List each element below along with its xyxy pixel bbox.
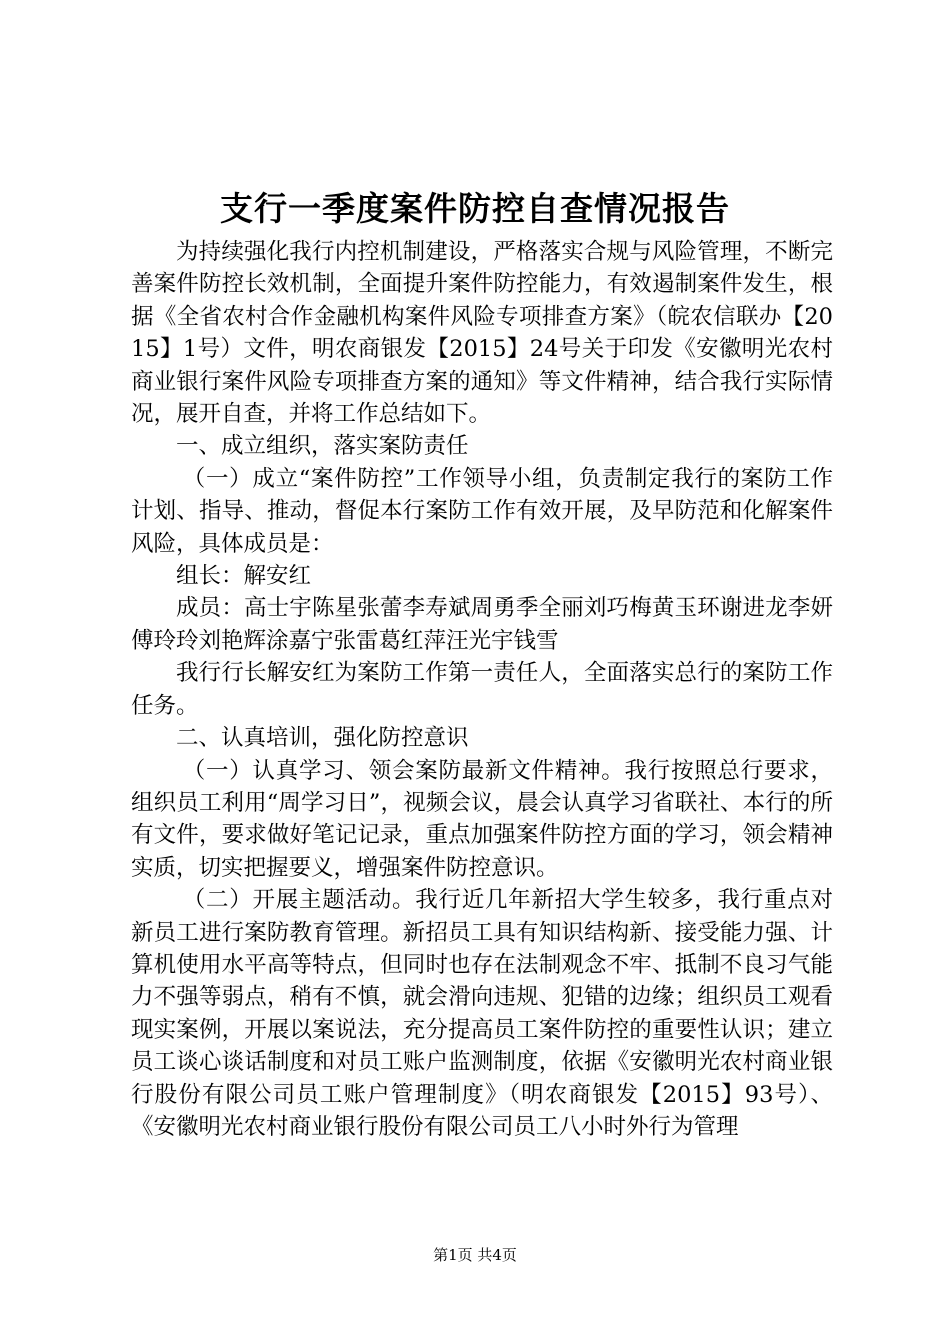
document-title: 支行一季度案件防控自查情况报告 bbox=[220, 189, 730, 228]
paragraph-group-members: 成员：高士宇陈星张蕾李寿斌周勇季全丽刘巧梅黄玉环谢进龙李妍傅玲玲刘艳辉涂嘉宁张雷葛红萍汪光宇钱雪 bbox=[131, 595, 833, 654]
section-heading-1: 一、成立组织，落实案防责任 bbox=[176, 433, 469, 460]
section-heading-2: 二、认真培训，强化防控意识 bbox=[176, 725, 469, 752]
page-number: 第1页 共4页 bbox=[433, 1246, 517, 1264]
intro-paragraph: 为持续强化我行内控机制建设，严格落实合规与风险管理，不断完善案件防控长效机制，全面提升案件防控能力，有效遏制案件发生，根据《全省农村合作金融机构案件风险专项排查方案》（皖农信联办【2015】1号）文件，明农商银发【2015】24号关于印发《安徽明光农村商业银行案件风险专项排查方案的通知》等文件精神，结合我行实际情况，展开自查，并将工作总结如下。 bbox=[131, 239, 833, 428]
paragraph-first-responsible: 我行行长解安红为案防工作第一责任人，全面落实总行的案防工作任务。 bbox=[131, 660, 833, 719]
paragraph-theme-activities: （二）开展主题活动。我行近几年新招大学生较多，我行重点对新员工进行案防教育管理。新招员工具有知识结构新、接受能力强、计算机使用水平高等特点，但同时也存在法制观念不牢、抵制不良习气能力不强等弱点，稍有不慎，就会滑向违规、犯错的边缘；组织员工观看现实案例，开展以案说法，充分提高员工案件防控的重要性认识；建立员工谈心谈话制度和对员工账户监测制度，依据《安徽明光农村商业银行股份有限公司员工账户管理制度》（明农商银发【2015】93号）、《安徽明光农村商业银行股份有限公司员工八小时外行为管理 bbox=[131, 887, 833, 1140]
document-body bbox=[131, 236, 833, 1143]
paragraph-study-documents: （一）认真学习、领会案防最新文件精神。我行按照总行要求，组织员工利用“周学习日”，视频会议，晨会认真学习省联社、本行的所有文件，要求做好笔记记录，重点加强案件防控方面的学习，领会精神实质，切实把握要义，增强案件防控意识。 bbox=[131, 757, 833, 881]
paragraph-group-leader: 组长：解安红 bbox=[176, 563, 312, 590]
paragraph-leadership-group: （一）成立“案件防控”工作领导小组，负责制定我行的案防工作计划、指导、推动，督促本行案防工作有效开展，及早防范和化解案件风险，具体成员是： bbox=[131, 465, 833, 557]
